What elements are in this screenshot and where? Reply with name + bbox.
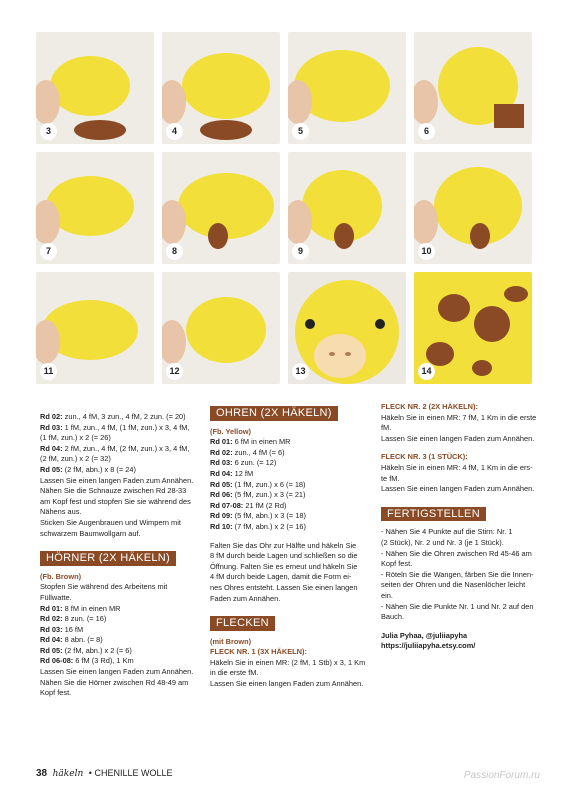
sub-header: FLECK NR. 3 (1 STÜCK): [381,452,468,462]
text-line: Rd 09: (5 fM, abn.) x 3 (= 18) [210,511,306,521]
text-line: seiten der Ohren und die Nasenlöcher leicht [381,580,526,590]
text-line: nes Ohres entsteht. Lassen Sie einen langen [210,582,358,592]
step-number: 12 [166,363,183,380]
text-line: Stopfen Sie während des Arbeitens mit [40,582,168,592]
text-line: Rd 07-08: 21 fM (2 Rd) [210,500,287,510]
step-number: 6 [418,123,435,140]
text-line: Rd 05: (1 fM, zun.) x 6 (= 18) [210,479,306,489]
text-line: Rd 02: 8 zun. (= 16) [40,614,107,624]
text-line: Öffnung. Falten Sie es erneut und häkeln Sie [210,561,358,571]
text-line: Lassen Sie einen langen Faden zum Annähen. [40,475,194,485]
text-line: Rd 05: (2 fM, abn.) x 8 (= 24) [40,464,136,474]
text-line: Nähen Sie die Schnauze zwischen Rd 28-33 [40,486,187,496]
text-line: Rd 03: 6 zun. (= 12) [210,458,277,468]
text-line: Sticken Sie Augenbrauen und Wimpern mit [40,517,181,527]
step-number: 13 [292,363,309,380]
step-number: 4 [166,123,183,140]
text-line: Rd 06: (5 fM, zun.) x 3 (= 21) [210,490,306,500]
text-line: Rd 01: 6 fM in einen MR [210,437,291,447]
text-line: Rd 04: 2 fM, zun., 4 fM, (2 fM, zun.) x 3, 4 fM, [40,443,190,453]
text-line: Bauch. [381,612,405,622]
text-line: in die erste fM. [210,668,259,678]
color-label: (mit Brown) [210,636,252,646]
page-footer [36,768,172,779]
text-line: ein. [381,590,393,600]
text-line: Rd 05: (2 fM, abn.) x 2 (= 6) [40,645,132,655]
footer-section: CHENILLE WOLLE [94,768,173,778]
text-line: Kopf fest. [381,559,413,569]
footer-bullet: • [88,768,92,778]
watermark: PassionForum.ru [463,770,540,781]
text-line: Rd 06-08: 6 fM (3 Rd), 1 Km [40,656,134,666]
step-photo [414,32,532,144]
step-photo [414,152,532,264]
text-line: (2 Stück), Nr. 2 und Nr. 3 (je 1 Stück). [381,537,504,547]
step-number: 11 [40,363,57,380]
text-line: Kopf fest. [40,688,72,698]
step-photo [36,152,154,264]
column-1 [40,412,196,699]
step-photo [414,272,532,384]
section-header-ohren: OHREN (2X HÄKELN) [210,406,338,421]
text-line: Faden zum Annähen. [210,593,281,603]
section-header-flecken: FLECKEN [210,616,275,631]
text-line: Füllwatte. [40,592,72,602]
text-line: (1 fM, zun.) x 2 (= 26) [40,433,111,443]
column-2 [210,402,370,690]
text-line: am Kopf fest und stopfen Sie sie während des [40,496,191,506]
step-number: 10 [418,243,435,260]
text-line: Lassen Sie einen langen Faden zum Annähen. [381,433,535,443]
color-label: (Fb. Brown) [40,571,82,581]
text-line: - Nähen Sie 4 Punkte auf die Stirn: Nr. 1 [381,527,513,537]
step-photo [162,32,280,144]
step-photo [288,32,406,144]
text-line: Rd 04: 8 abn. (= 8) [40,635,103,645]
text-line: 4 fM durch beide Lagen, damit die Form ei- [210,572,352,582]
text-line: Häkeln Sie in einen MR: (2 fM, 1 Stb) x 3, 1 Km [210,657,366,667]
step-number: 3 [40,123,57,140]
step-photo [288,152,406,264]
text-line: Rd 02: zun., 4 fM, 3 zun., 4 fM, 2 zun. (= 20) [40,412,186,421]
author-url[interactable]: https://juliiapyha.etsy.com/ [381,641,476,651]
text-line: Rd 01: 8 fM in einen MR [40,603,121,613]
sub-header: FLECK NR. 1 (3X HÄKELN): [210,647,307,657]
step-photo [288,272,406,384]
column-3 [381,402,541,652]
text-line: Nähen Sie die Hörner zwischen Rd 48-49 am [40,677,189,687]
text-line: - Nähen Sie die Punkte Nr. 1 und Nr. 2 auf den [381,601,534,611]
text-line: Lassen Sie einen langen Faden zum Annähen. [210,679,364,689]
text-line: Rd 03: 1 fM, zun., 4 fM, (1 fM, zun.) x 3, 4 fM, [40,422,190,432]
section-header-fertigstellen: FERTIGSTELLEN [381,507,486,522]
text-line: Lassen Sie einen langen Faden zum Annähen. [40,667,194,677]
text-line: - Röteln Sie die Wangen, färben Sie die Innen- [381,569,534,579]
step-photo [36,32,154,144]
step-number: 14 [418,363,435,380]
text-line: Rd 03: 16 fM [40,624,84,634]
step-photo [36,272,154,384]
magazine-name: häkeln [52,769,84,779]
page-number: 38 [36,768,48,779]
step-number: 7 [40,243,57,260]
text-line: Häkeln Sie in einen MR: 4 fM, 1 Km in die ers- [381,462,533,472]
section-header-hoerner: HÖRNER (2X HÄKELN) [40,551,176,566]
color-label: (Fb. Yellow) [210,426,251,436]
text-line: schwarzem Baumwollgarn auf. [40,528,141,538]
step-photo [162,152,280,264]
text-line: (2 fM, zun.) x 2 (= 32) [40,454,111,464]
text-line: Falten Sie das Ohr zur Hälfte und häkeln Sie [210,540,357,550]
text-line: fM. [381,423,392,433]
text-line: Rd 04: 12 fM [210,468,254,478]
sub-header: FLECK NR. 2 (2X HÄKELN): [381,402,478,411]
text-line: Rd 10: (7 fM, abn.) x 2 (= 16) [210,521,306,531]
step-number: 5 [292,123,309,140]
text-line: Häkeln Sie in einen MR: 7 fM, 1 Km in die erste [381,412,537,422]
text-line: 8 fM durch beide Lagen und schließen so die [210,551,358,561]
step-number: 8 [166,243,183,260]
text-line: Lassen Sie einen langen Faden zum Annähen. [381,484,535,494]
text-line: te fM. [381,473,400,483]
text-line: Rd 02: zun., 4 fM (= 6) [210,447,285,457]
text-line: - Nähen Sie die Ohren zwischen Rd 45-46 am [381,548,532,558]
text-line: Nähens aus. [40,507,82,517]
step-number: 9 [292,243,309,260]
author: Julia Pyhaa, @juliiapyha [381,630,468,640]
step-photo [162,272,280,384]
